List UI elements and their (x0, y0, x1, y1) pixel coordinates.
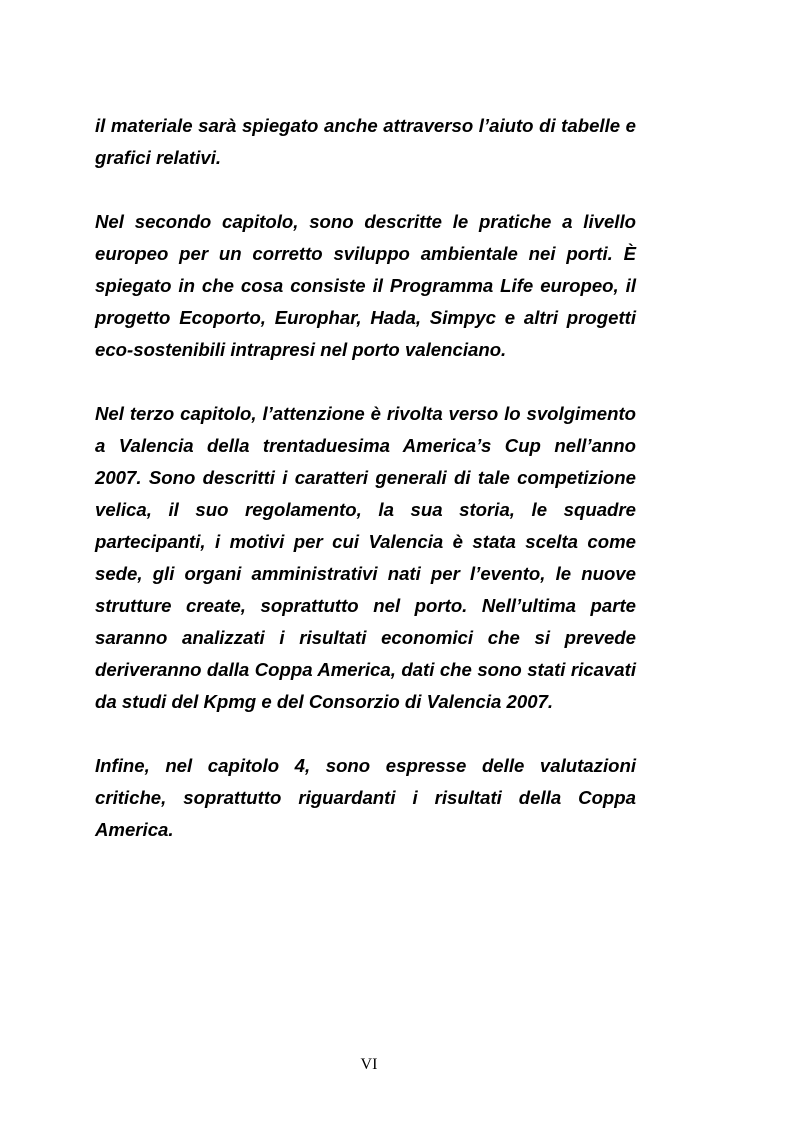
paragraph-chapter-4: Infine, nel capitolo 4, sono espresse delle valutazioni critiche, soprattutto riguardanti i risultati della Coppa America. (95, 755, 636, 840)
paragraph-chapter-3: Nel terzo capitolo, l’attenzione è rivolta verso lo svolgimento a Valencia della trentaduesima America’s Cup nell’anno 2007. Sono descritti i caratteri generali di tale competizione velica, il suo regolamento, la sua storia, le squadre partecipanti, i motivi per cui Valencia è stata scelta come sede, gli organi amministrativi nati per l’evento, le nuove strutture create, soprattutto nel porto. Nell’ultima parte saranno analizzati i risultati economici che si prevede deriveranno dalla Coppa America, dati che sono stati ricavati da studi del Kpmg e del Consorzio di Valencia 2007. (95, 403, 636, 712)
paragraph-chapter-2: Nel secondo capitolo, sono descritte le pratiche a livello europeo per un corretto sviluppo ambientale nei porti. È spiegato in che cosa consiste il Programma Life europeo, il progetto Ecoporto, Europhar, Hada, Simpyc e altri progetti eco-sostenibili intrapresi nel porto valenciano. (95, 211, 636, 360)
page-number: VI (360, 1056, 378, 1073)
paragraph-intro-continuation: il materiale sarà spiegato anche attraverso l’aiuto di tabelle e grafici relativi. (95, 115, 636, 168)
body-text (95, 110, 636, 878)
